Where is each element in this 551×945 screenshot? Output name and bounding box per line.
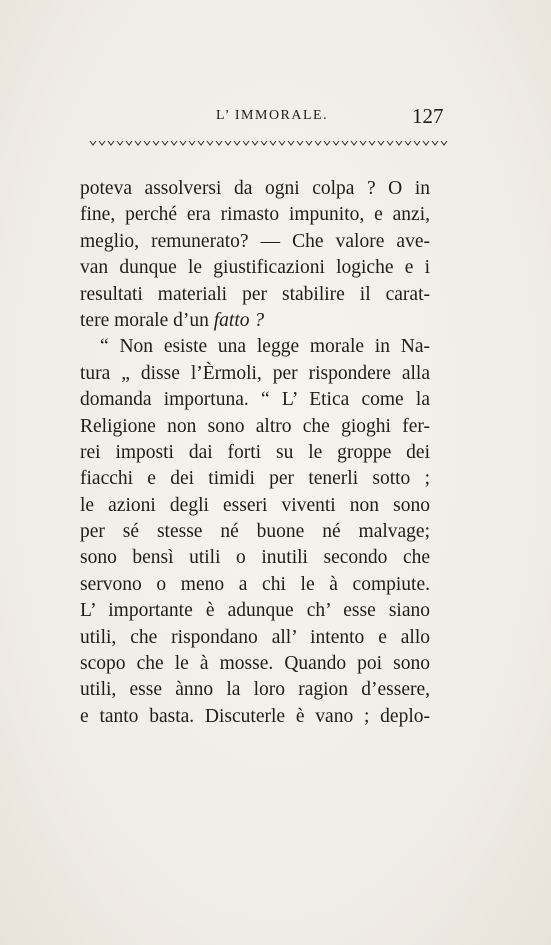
text-line: meglio, remunerato? — Che valore ave- [80, 230, 430, 252]
text-line: poteva assolversi da ogni colpa ? O in [80, 178, 430, 199]
text-line: servono o meno a chi le à compiute. [80, 573, 430, 595]
text-line: domanda importuna. “ L’ Etica come la [80, 389, 430, 411]
text-line: sono bensì utili o inutili secondo che [80, 547, 430, 569]
text-line: fiacchi e dei timidi per tenerli sotto ; [80, 468, 430, 490]
text-line: Religione non sono altro che gioghi fer- [80, 415, 430, 437]
text-line: “ Non esiste una legge morale in Na- [100, 336, 430, 358]
text-line-last [80, 308, 430, 334]
text-line: e tanto basta. Discuterle è vano ; deplo- [80, 705, 430, 727]
running-title: L’ IMMORALE. [216, 108, 329, 123]
text-line: scopo che le à mosse. Quando poi sono [80, 653, 430, 675]
text-line: le azioni degli esseri viventi non sono [80, 494, 430, 516]
text-line: L’ importante è adunque ch’ esse siano [80, 600, 430, 622]
text-line: per sé stesse né buone né malvage; [80, 521, 430, 543]
text-line: rei imposti dai forti su le groppe dei [80, 441, 430, 463]
text-line: utili, che rispondano all’ intento e allo [80, 626, 430, 648]
text-line: fine, perché era rimasto impunito, e anzi, [80, 204, 430, 226]
body-text [80, 176, 430, 730]
italic-word: fatto ? [213, 309, 265, 331]
running-head [0, 104, 551, 138]
text-line: utili, esse ànno la loro ragion d’essere, [80, 679, 430, 701]
text-line: tura „ disse l’Èrmoli, per rispondere alla [80, 362, 430, 384]
decorative-rule [88, 138, 450, 148]
text-line: van dunque le giustificazioni logiche e i [80, 257, 430, 279]
page-number: 127 [412, 104, 444, 128]
text-line-last-prefix: tere morale d’un [80, 309, 214, 331]
text-line: resultati materiali per stabilire il carat- [80, 283, 430, 305]
